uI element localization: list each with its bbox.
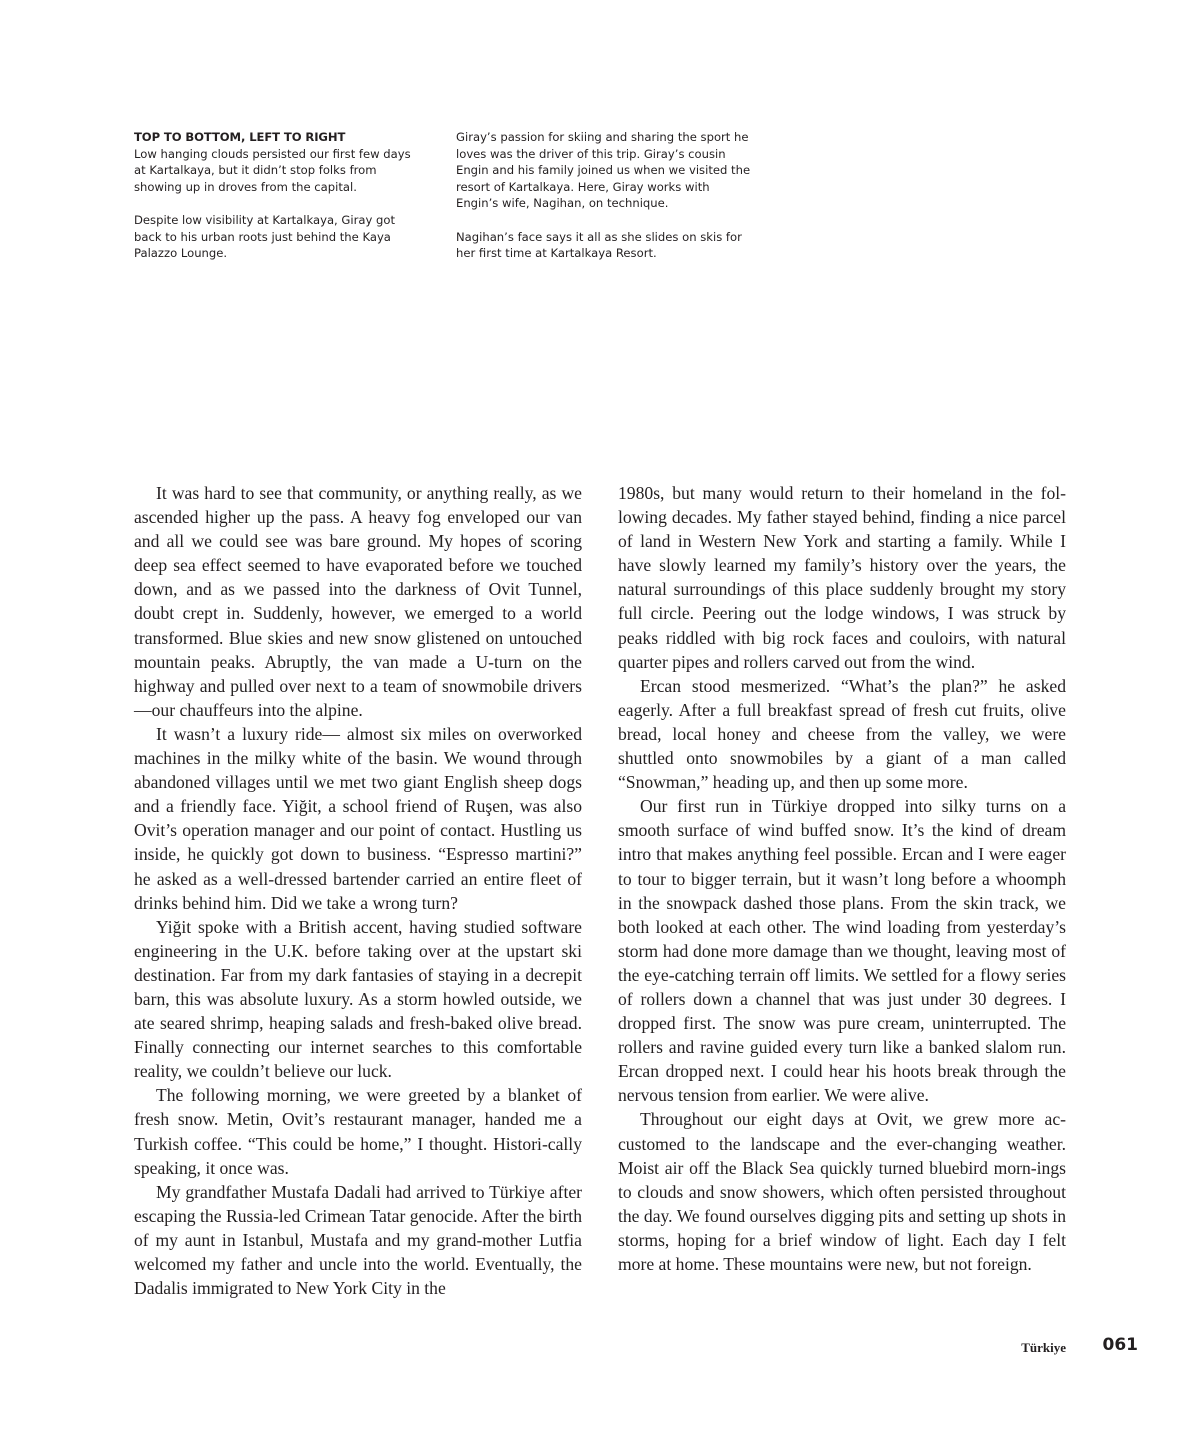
footer-section-name: Türkiye: [1021, 1340, 1066, 1355]
caption-column-left: [134, 129, 422, 278]
article-column-left: [134, 481, 582, 1300]
article-column-right: [618, 481, 1066, 1276]
page-number: 061: [1102, 1335, 1138, 1355]
article-paragraph: It wasn’t a luxury ride— almost six miles on overworked machines in the milky white of the basin. We wound through abandoned villages until we met two giant English sheep dogs and a friendly face. Yiğit, a school friend of Ruşen, was also Ovit’s operation manager and our point of contact. Hustling us inside, he quickly got down to business. “Espresso martini?” he asked as a well-dressed bartender carried an entire fleet of drinks behind him. Did we take a wrong turn?: [134, 723, 582, 913]
article-paragraph: Ercan stood mesmerized. “What’s the plan?” he asked eagerly. After a full breakfast spread of fresh cut fruits, olive bread, local honey and cheese from the valley, we were shuttled onto snowmobiles by a giant of a man called “Snowman,” heading up, and then up some more.: [618, 675, 1066, 793]
article-paragraph-continued: 1980s, but many would return to their homeland in the fol-lowing decades. My father stayed behind, finding a nice parcel of land in Western New York and starting a family. While I have slowly learned my family’s history over the years, the natural surroundings of this place suddenly brought my story full circle. Peering out the lodge windows, I was struck by peaks riddled with big rock faces and couloirs, with natural quarter pipes and rollers carved out from the wind.: [618, 483, 1066, 672]
article-paragraph: Our first run in Türkiye dropped into silky turns on a smooth surface of wind buffed snow. It’s the kind of dream intro that makes anything feel possible. Ercan and I were eager to tour to bigger terrain, but it wasn’t long before a whoomph in the snowpack dashed those plans. From the skin track, we both looked at each other. The wind loading from yesterday’s storm had done more damage than we thought, leaving most of the eye-catching terrain off limits. We settled for a flowy series of rollers down a channel that was just under 30 degrees. I dropped first. The snow was pure cream, uninterrupted. The rollers and ravine guided every turn like a banked slalom run. Ercan dropped next. I could hear his hoots break through the nervous tension from earlier. We were alive.: [618, 796, 1066, 1106]
caption-paragraph: Despite low visibility at Kartalkaya, Giray got back to his urban roots just behind the Kaya Palazzo Lounge.: [134, 212, 396, 261]
article-paragraph: Throughout our eight days at Ovit, we grew more ac-customed to the landscape and the ever-changing weather. Moist air off the Black Sea quickly turned bluebird morn-ings to clouds and snow showers, which often persisted throughout the day. We found ourselves digging pits and setting up shots in storms, hoping for a brief window of light. Each day I felt more at home. These mountains were new, but not foreign.: [618, 1109, 1066, 1274]
article-paragraph: It was hard to see that community, or anything really, as we ascended higher up the pass. A heavy fog enveloped our van and all we could see was bare ground. My hopes of scoring deep sea effect seemed to have evaporated before we touched down, and as we passed into the darkness of Ovit Tunnel, doubt crept in. Suddenly, however, we emerged to a world transformed. Blue skies and new snow glistened on untouched mountain peaks. Abruptly, the van made a U-turn on the highway and pulled over next to a team of snowmobile drivers—our chauffeurs into the alpine.: [134, 483, 582, 720]
caption-paragraph: Giray’s passion for skiing and sharing the sport he loves was the driver of this trip. Giray’s cousin Engin and his family joined us when we visited the resort of Kartalkaya. Here, Giray works with Engin’s wife, Nagihan, on technique.: [456, 130, 751, 211]
caption-paragraph: Low hanging clouds persisted our first few days at Kartalkaya, but it didn’t stop folks from showing up in droves from the capital.: [134, 146, 411, 194]
article-paragraph: Yiğit spoke with a British accent, having studied software engineering in the U.K. before taking over at the upstart ski destination. Far from my dark fantasies of staying in a decrepit barn, this was absolute luxury. As a storm howled outside, we ate seared shrimp, heaping salads and fresh-baked olive bread. Finally connecting our internet searches to this comfortable reality, we couldn’t believe our luck.: [134, 916, 582, 1082]
caption-paragraph: Nagihan’s face says it all as she slides on skis for her first time at Kartalkaya Resort.: [456, 229, 742, 261]
article-paragraph: My grandfather Mustafa Dadali had arrived to Türkiye after escaping the Russia-led Crimean Tatar genocide. After the birth of my aunt in Istanbul, Mustafa and my grand-mother Lutfia welcomed my father and uncle into the world. Eventually, the Dadalis immigrated to New York City in the: [134, 1181, 582, 1299]
article-paragraph: The following morning, we were greeted by a blanket of fresh snow. Metin, Ovit’s restaurant manager, handed me a Turkish coffee. “This could be home,” I thought. Histori-cally speaking, it once was.: [134, 1085, 582, 1178]
photo-captions: [134, 129, 754, 269]
caption-heading: TOP TO BOTTOM, LEFT TO RIGHT: [134, 130, 346, 144]
caption-column-right: [456, 129, 754, 278]
